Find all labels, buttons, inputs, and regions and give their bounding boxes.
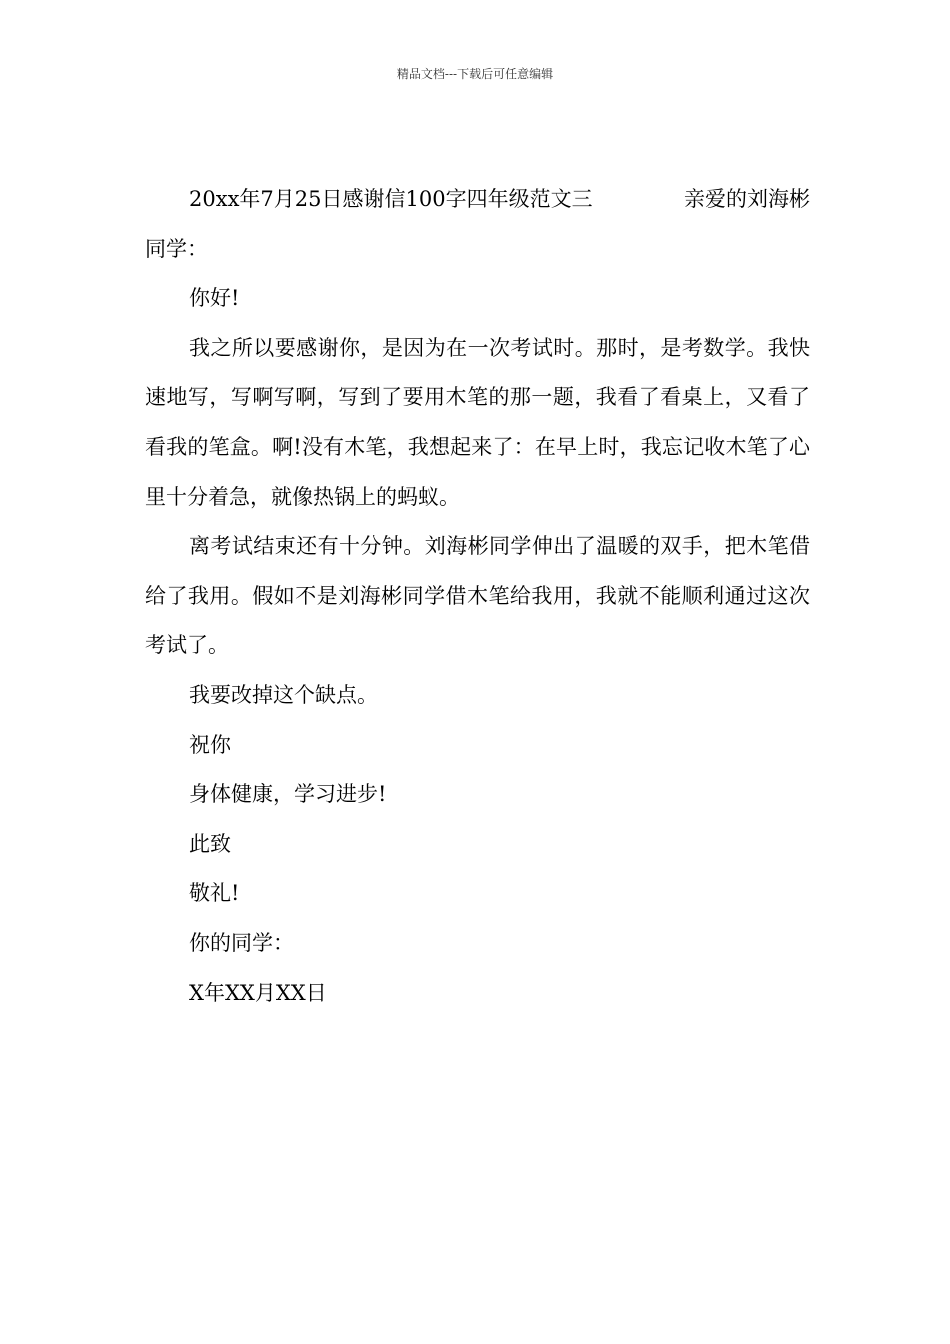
paragraph: 我之所以要感谢你，是因为在一次考试时。那时，是考数学。我快速地写，写啊写啊，写到了要用木笔的那一题，我看了看桌上，又看了看我的笔盒。啊!没有木笔，我想起来了：在早上时，我忘记收木笔了心里十分着急，就像热锅上的蚂蚁。 <box>145 335 810 509</box>
title-line <box>145 175 810 225</box>
signature: 你的同学： <box>189 930 294 955</box>
closing-wish-detail: 身体健康，学习进步! <box>189 782 387 807</box>
header-watermark: 精品文档---下载后可任意编辑 <box>396 67 554 81</box>
salutation-end: 同学： <box>145 236 208 261</box>
closing-regards: 此致 <box>189 831 231 856</box>
closing-wish: 祝你 <box>189 732 231 757</box>
closing-salute: 敬礼! <box>189 881 240 906</box>
salutation-start: 亲爱的刘海彬 <box>684 187 810 211</box>
greeting: 你好! <box>189 286 240 311</box>
letter-body <box>145 175 810 1018</box>
paragraph: 我要改掉这个缺点。 <box>189 682 378 707</box>
letter-date: X年XX月XX日 <box>189 980 327 1005</box>
letter-title: 20xx年7月25日感谢信100字四年级范文三 <box>189 187 593 211</box>
paragraph: 离考试结束还有十分钟。刘海彬同学伸出了温暖的双手，把木笔借给了我用。假如不是刘海彬同学借木笔给我用，我就不能顺利通过这次考试了。 <box>145 534 810 658</box>
